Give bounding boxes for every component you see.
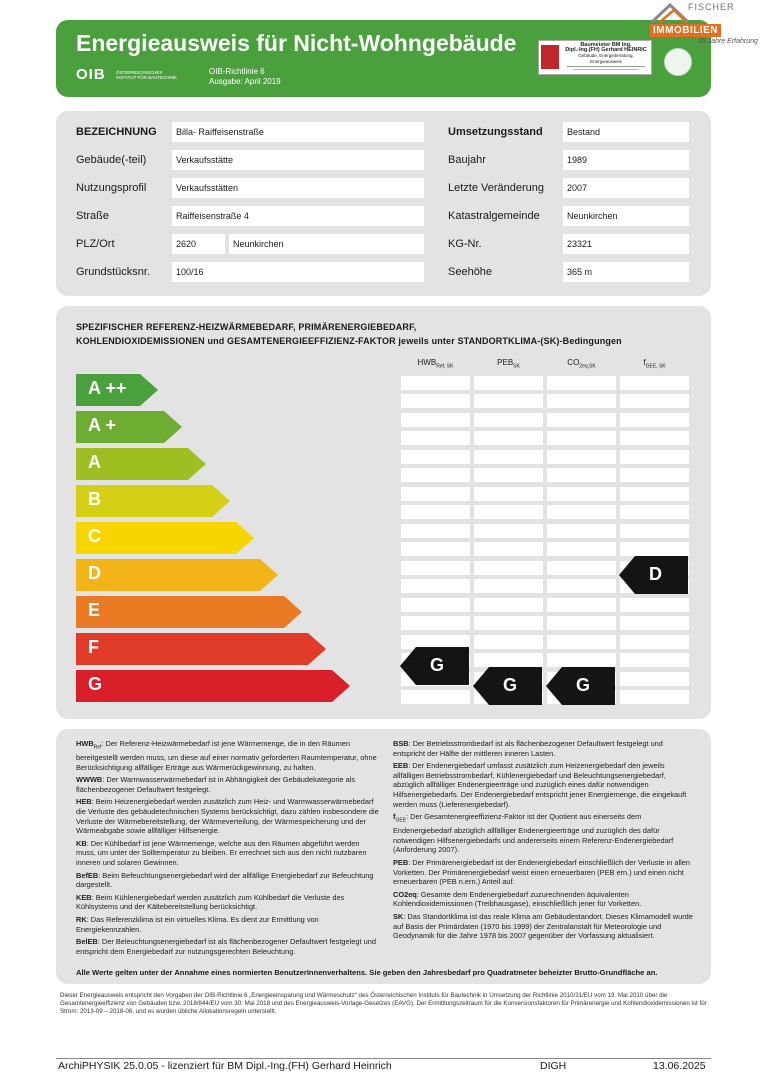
class-arrow-label: A — [88, 452, 101, 472]
class-arrow-label: A + — [88, 415, 116, 435]
rating-grid-cell — [547, 505, 616, 519]
footer-software: ArchiPHYSIK 25.0.05 - lizenziert für BM Dipl.-Ing.(FH) Gerhard Heinrich — [58, 1060, 392, 1072]
column-header-peb: $PEB_{SK}$ — [497, 358, 520, 370]
rating-grid-cell — [474, 579, 543, 593]
roof-icon — [650, 2, 690, 24]
glossary-term: CO2eq — [393, 889, 417, 899]
label-nutzungsprofil: Nutzungsprofil — [76, 182, 147, 194]
label-katastralgemeinde: Katastralgemeinde — [448, 210, 540, 222]
rating-grid-cell — [620, 672, 689, 686]
glossary-term: HWB — [76, 739, 94, 748]
rating-grid-cell — [620, 450, 689, 464]
stamp-logo-icon — [541, 45, 559, 69]
label-baujahr: Baujahr — [448, 154, 486, 166]
rating-grid-cell — [547, 376, 616, 390]
rating-marker-label: G — [503, 675, 518, 695]
field-gebaeudeteil: Verkaufsstätte — [172, 150, 424, 170]
energy-rating-panel — [56, 306, 711, 719]
rating-grid-cell — [547, 542, 616, 556]
rating-grid-cell — [620, 653, 689, 667]
oib-logo — [76, 66, 177, 84]
rating-grid-cell — [401, 450, 470, 464]
rating-grid-cell — [401, 690, 470, 704]
rating-grid-cell — [474, 468, 543, 482]
rating-grid-cell — [474, 524, 543, 538]
rating-grid-cell — [474, 542, 543, 556]
class-arrow-e — [76, 596, 302, 628]
field-katastralgemeinde: Neunkirchen — [563, 206, 689, 226]
rating-grid-cell — [547, 635, 616, 649]
rating-grid-cell — [620, 468, 689, 482]
footer-divider — [56, 1058, 711, 1059]
glossary-term: HEB — [76, 797, 92, 807]
field-bezeichnung: Billa- Raiffeisenstraße — [172, 122, 424, 142]
rating-grid-cell — [474, 653, 543, 667]
rating-grid-cell — [401, 524, 470, 538]
class-arrow-c — [76, 522, 254, 554]
disclaimer-text: Dieser Energieausweis entspricht den Vorgaben der OIB-Richtlinie 6 „Energieeinsparung und Wärmeschutz“ des Österreichischen Instituts für Bautechnik in Umsetzung der Richtlinie 2010/31/EU vom 19. Mai 2010 über die Gesamtenergieeffizienz von Gebäuden bzw. 2018/844/EU vom 30. Mai 2018 und des Energieausweis-Vorlage-Gesetzes (EAVG). Der Ermittlungszeitraum für die Konversionsfaktoren für Primärenergie und Kohlendioxidemissionen ist für Strom: 2013-09 – 2018-08, und es wurden übliche Allokationsregeln unterstellt. — [60, 992, 707, 1016]
rating-grid-cell — [474, 431, 543, 445]
rating-marker-label: D — [649, 564, 662, 584]
glossary-entry: WWWB: Der Warmwasserwärmebedarf ist in Abhängigkeit der Gebäudekategorie als flächenbezogener Defaultwert festgelegt. — [76, 775, 356, 794]
rating-grid-cell — [474, 450, 543, 464]
stamp-line-2: Dipl.-Ing.(FH) Gerhard HEINRIC — [565, 47, 647, 54]
header-banner — [56, 20, 711, 97]
rating-grid-cell — [547, 579, 616, 593]
rating-grid-cell — [547, 487, 616, 501]
rating-grid-cell — [620, 413, 689, 427]
rating-grid-cell — [474, 505, 543, 519]
class-arrow-label: E — [88, 600, 101, 620]
glossary-entry: $HWB_{Ref}$: Der Referenz-Heizwärmebedarf ist jene Wärmemenge, die in den Räumen bereitgestellt werden muss, um diese auf einer normativ geforderten Raumtemperatur, ohne Berücksichtigung allfälliger Erträge aus Wärmerückgewinnung, zu halten. — [76, 739, 377, 772]
rating-marker-3 — [546, 667, 616, 705]
rating-grid-cell — [401, 598, 470, 612]
field-grundstuecksnr: 100/16 — [172, 262, 424, 282]
label-seehoehe: Seehöhe — [448, 266, 493, 278]
glossary-entry: BefEB: Beim Befeuchtungsenergiebedarf wird der allfällige Energiebedarf zur Befeuchtung dargestellt. — [76, 870, 374, 890]
glossary-term: KEB — [76, 892, 92, 902]
field-umsetzungsstand: Bestand — [563, 122, 689, 142]
rating-grid-cell — [547, 468, 616, 482]
rating-grid-cell — [620, 431, 689, 445]
column-header-hwb: $HWB_{Ref, SK}$ — [417, 358, 454, 370]
footer-date: 13.06.2025 — [653, 1060, 706, 1072]
rating-grid-cell — [620, 542, 689, 556]
rating-grid-cell — [474, 635, 543, 649]
rating-grid-cell — [547, 561, 616, 575]
rating-grid-cell — [620, 598, 689, 612]
class-arrow-label: A ++ — [88, 378, 127, 398]
rating-grid-cell — [474, 394, 543, 408]
oib-institute: ÖSTERREICHISCHES INSTITUT FÜR BAUTECHNIK — [116, 69, 178, 80]
page-title: Energieausweis für Nicht-Wohngebäude — [76, 30, 517, 56]
fischer-brand: FISCHER — [688, 2, 735, 12]
rating-grid-cell — [620, 487, 689, 501]
class-arrow-label: G — [88, 674, 103, 694]
label-grundstuecksnr: Grundstücksnr. — [76, 266, 150, 278]
rating-grid-cell — [547, 413, 616, 427]
rating-grid-cell — [474, 376, 543, 390]
rating-grid-cell — [547, 653, 616, 667]
glossary-term: KB — [76, 838, 87, 848]
rating-grid-cell — [401, 468, 470, 482]
immobilien-label: IMMOBILIEN — [650, 24, 721, 37]
label-kg-nr: KG-Nr. — [448, 238, 482, 250]
glossary-entry: CO2eq: Gesamte dem Endenergiebedarf zuzurechnenden äquivalenten Kohlendioxidemissionen (Treibhausgase), einschließlich jener für Vorketten. — [393, 889, 642, 909]
glossary-entry: PEB: Der Primärenergiebedarf ist der Endenergiebedarf einschließlich der Verluste in allen Vorketten. Der Primärenergiebedarf weist einen erneuerbaren (PEB ern.) und einen nicht erneuerbaren (PEB n.ern.) Anteil auf. — [393, 858, 691, 887]
rating-grid-cell — [474, 561, 543, 575]
class-arrow-d — [76, 559, 278, 591]
label-bezeichnung: BEZEICHNUNG — [76, 126, 157, 138]
rating-grid-cell — [547, 450, 616, 464]
field-baujahr: 1989 — [563, 150, 689, 170]
oib-mark: OIB — [76, 66, 106, 84]
glossary-term: BelEB — [76, 937, 98, 947]
rating-grid-cell — [620, 616, 689, 630]
glossary-entry: SK: Das Standortklima ist das reale Klima am Gebäudestandort. Dieses Klimamodell wurde auf Basis der Primärdaten (1970 bis 1999) der Zentralanstalt für Meteorologie und Geodynamik für die Jahre 1978 bis 2007 gegenüber der Vorfassung aktualisiert. — [393, 911, 693, 941]
rating-grid-cell — [474, 616, 543, 630]
field-kg-nr: 23321 — [563, 234, 689, 254]
rating-grid-cell — [620, 635, 689, 649]
class-arrow-label: D — [88, 563, 101, 583]
rating-grid-cell — [547, 598, 616, 612]
rating-grid-cell — [401, 542, 470, 556]
company-stamp — [538, 40, 652, 75]
rating-grid-cell — [401, 487, 470, 501]
class-arrow-label: B — [88, 489, 101, 509]
rating-grid-cell — [401, 616, 470, 630]
glossary-term: WWWB — [76, 775, 103, 785]
label-strasse: Straße — [76, 210, 110, 222]
seal-icon — [664, 48, 692, 76]
class-arrow-label: C — [88, 526, 101, 546]
rating-grid-cell — [401, 505, 470, 519]
column-header-co2: $CO_{2eq,SK}$ — [567, 358, 596, 370]
glossary-entry: BelEB: Der Beleuchtungsenergiebedarf ist als flächenbezogener Defaultwert festgelegt und entspricht dem Energiebedarf zur nutzungsgerechten Beleuchtung. — [76, 937, 376, 956]
rating-marker-2 — [473, 667, 543, 705]
glossary-term: SK — [393, 911, 404, 921]
label-plz-ort: PLZ/Ort — [76, 238, 115, 250]
glossary-entry: HEB: Beim Heizenergiebedarf werden zusätzlich zum Heiz- und Warmwasserwärmebedarf die Verluste des gebäudetechnischen Systems berücksichtigt, dazu zählen insbesondere die Verluste der Wärmebereitstellung, der Wärmeverteilung, der Wärmespeicherung und der Wärmeabgabe sowie allfälliger Hilfsenergie. — [76, 797, 379, 836]
glossary-term: PEB — [393, 858, 409, 867]
glossary-term: BefEB — [76, 870, 99, 880]
glossary-panel — [56, 729, 711, 984]
assumption-note: Alle Werte gelten unter der Annahme eines normierten BenutzerInnenverhaltens. Sie geben den Jahresbedarf pro Quadratmeter beheizter Brutto-Grundfläche an. — [76, 968, 658, 977]
footer-code: DIGH — [540, 1060, 567, 1072]
field-nutzungsprofil: Verkaufsstätten — [172, 178, 424, 198]
glossary-right-column — [393, 739, 696, 944]
glossary-left-column — [76, 739, 379, 959]
class-arrow-f — [76, 633, 326, 665]
rating-marker-4 — [619, 556, 689, 594]
rating-grid-cell — [401, 413, 470, 427]
field-ort: Neunkirchen — [229, 234, 424, 254]
energy-section-title: SPEZIFISCHER REFERENZ-HEIZWÄRMEBEDARF, PRIMÄRENERGIEBEDARF, KOHLENDIOXIDEMISSIONEN und GESAMTENERGIEEFFIZIENZ-FAKTOR jeweils unter STANDORTKLIMA-(SK)-Bedingungen — [76, 322, 622, 346]
rating-grid-cell — [401, 579, 470, 593]
stamp-small-text: Gebäude, Energieberatung, Energieausweis — [578, 53, 634, 64]
field-letzte-veraenderung: 2007 — [563, 178, 689, 198]
class-arrow-g — [76, 670, 350, 702]
rating-grid-cell — [620, 505, 689, 519]
rating-grid-cell — [401, 376, 470, 390]
rating-grid-cell — [620, 376, 689, 390]
rating-marker-label: G — [430, 655, 445, 675]
glossary-term: f — [393, 812, 396, 822]
rating-grid-cell — [620, 394, 689, 408]
guideline-edition: Ausgabe: April 2019 — [209, 77, 281, 86]
building-data-panel — [56, 111, 711, 296]
glossary-entry: RK: Das Referenzklima ist ein virtuelles Klima. Es dient zur Ermittlung von Energiekennzahlen. — [76, 914, 319, 934]
rating-marker-label: G — [576, 675, 591, 695]
guideline-info — [209, 67, 281, 87]
glossary-term: RK — [76, 914, 87, 924]
column-header-fgee: $f_{GEE, SK}$ — [643, 358, 666, 370]
rating-grid-cell — [547, 616, 616, 630]
label-letzte-veraenderung: Letzte Veränderung — [448, 182, 545, 194]
field-strasse: Raiffeisenstraße 4 — [172, 206, 424, 226]
class-arrow-a — [76, 448, 206, 480]
rating-grid-cell — [474, 413, 543, 427]
class-arrow-aplusplus — [76, 374, 158, 406]
fischer-immobilien-logo — [640, 2, 758, 50]
rating-grid-cell — [401, 431, 470, 445]
label-gebaeudeteil: Gebäude(-teil) — [76, 154, 147, 166]
glossary-term: BSB — [393, 739, 409, 748]
class-arrow-aplus — [76, 411, 182, 443]
class-arrow-label: F — [88, 637, 99, 657]
rating-grid-cell — [547, 524, 616, 538]
rating-marker-1 — [400, 647, 470, 685]
rating-grid-cell — [620, 690, 689, 704]
field-seehoehe: 365 m — [563, 262, 689, 282]
rating-grid-cell — [474, 598, 543, 612]
glossary-entry: $f_{GEE}$: Der Gesamtenergieeffizienz-Faktor ist der Quotient aus einerseits dem Endenergiebedarf abzüglich allfälliger Endenergieerträge und zuzüglich des dafür notwendigen Hilfsenergiebedarfs und andererseits einem Referenz-Endenergiebedarf (Anforderung 2007). — [393, 812, 674, 855]
guideline-name: OIB-Richtlinie 6 — [209, 67, 265, 76]
rating-grid-cell — [401, 561, 470, 575]
glossary-entry: BSB: Der Betriebsstrombedarf ist als flächenbezogener Defaultwert festgelegt und entspricht der Hälfte der mittleren inneren Lasten. — [393, 739, 663, 758]
rating-grid-cell — [401, 394, 470, 408]
stamp-line-1: Baumeister BM Ing. — [580, 42, 632, 48]
glossary-entry: KB: Der Kühlbedarf ist jene Wärmemenge, welche aus den Räumen abgeführt werden muss, um unter der Solltemperatur zu bleiben. Er errechnet sich aus den nicht nutzbaren inneren und solaren Gewinnen. — [76, 838, 367, 867]
glossary-entry: KEB: Beim Kühlenergiebedarf werden zusätzlich zum Kühlbedarf die Verluste des Kühlsystems und der Kältebereitstellung berücksichtigt. — [76, 892, 345, 912]
fischer-tagline: 25 Jahre Erfahrung — [698, 38, 758, 45]
field-plz: 2620 — [172, 234, 225, 254]
glossary-entry: EEB: Der Endenergiebedarf umfasst zusätzlich zum Heizenergiebedarf den jeweils allfälligen Betriebsstrombedarf, Kühlenergiebedarf und Beleuchtungsenergiebedarf, abzüglich allfälliger Endenergieerträge und zuzüglich eines dafür notwendigen Hilfsenergiebedarfs. Der Endenergiebedarf entspricht jener Energiemenge, die eingekauft werden muss (Lieferenergiebedarf). — [393, 761, 687, 809]
label-umsetzungsstand: Umsetzungsstand — [448, 126, 543, 138]
glossary-term: EEB — [393, 761, 409, 771]
rating-grid-cell — [547, 431, 616, 445]
rating-grid-cell — [620, 524, 689, 538]
rating-grid-cell — [474, 487, 543, 501]
rating-grid-cell — [547, 394, 616, 408]
class-arrow-b — [76, 485, 230, 517]
